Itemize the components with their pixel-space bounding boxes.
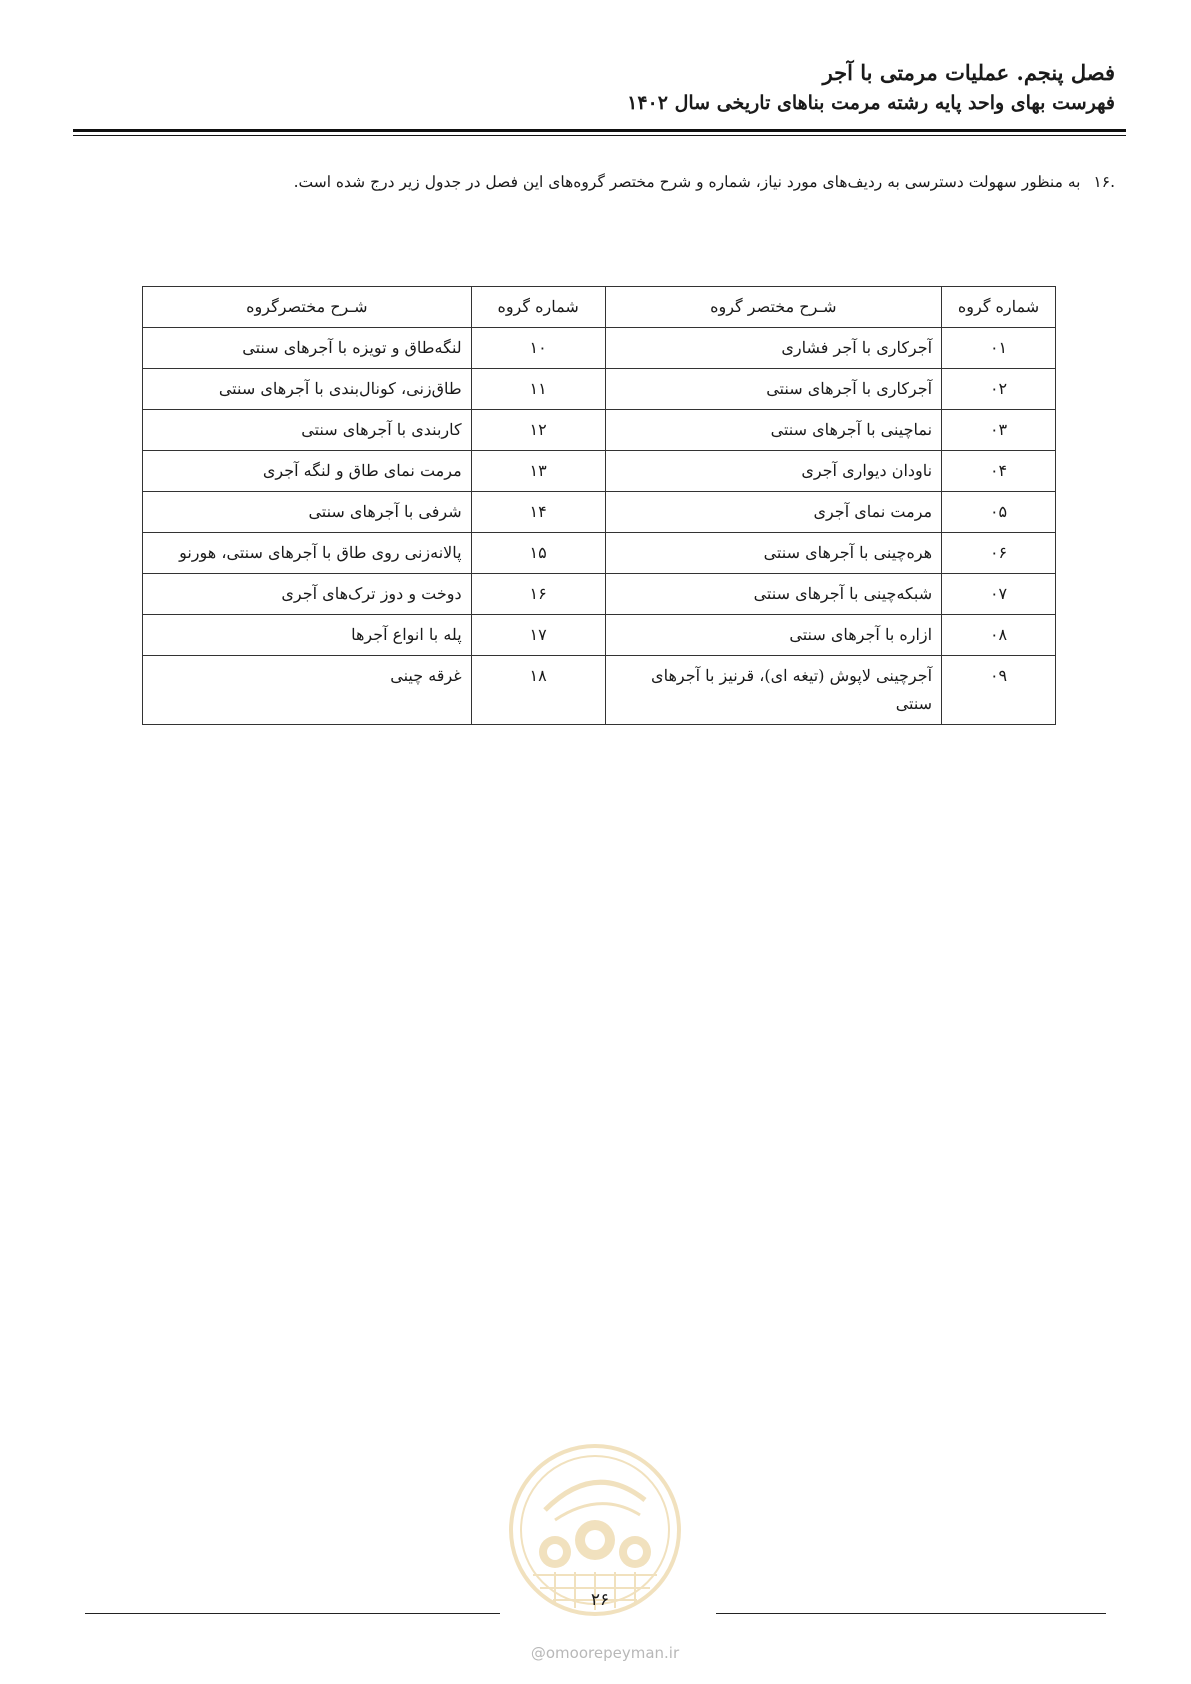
group-desc-cell: ازاره با آجرهای سنتی [605,615,942,656]
group-no-cell: ۰۲ [942,369,1056,410]
paragraph-number: .۱۶ [1093,173,1115,191]
group-desc-cell: غرقه چینی [143,656,472,725]
chapter-title: فصل پنجم. عملیات مرمتی با آجر [822,60,1115,85]
group-no-cell: ۱۶ [471,574,605,615]
group-desc-cell: مرمت نمای آجری [605,492,942,533]
group-desc-cell: نماچینی با آجرهای سنتی [605,410,942,451]
table-body [143,328,1056,725]
page-header [76,58,1115,118]
header-group-no-2: شماره گروه [471,287,605,328]
group-no-cell: ۰۶ [942,533,1056,574]
group-no-cell: ۱۱ [471,369,605,410]
website-watermark: @omoorepeyman.ir [530,1644,680,1662]
table-row [143,615,1056,656]
group-no-cell: ۰۵ [942,492,1056,533]
group-desc-cell: آجرچینی لاپوش (تیغه ای)، قرنیز با آجرهای سنتی [605,656,942,725]
header-group-no-1: شماره گروه [942,287,1056,328]
groups-table [142,286,1056,725]
group-desc-cell: لنگه‌طاق و تویزه با آجرهای سنتی [143,328,472,369]
header-group-desc-1: شـرح مختصر گروه [605,287,942,328]
header-rule-thin [73,135,1126,136]
table-row [143,574,1056,615]
group-desc-cell: ناودان دیواری آجری [605,451,942,492]
group-no-cell: ۰۹ [942,656,1056,725]
group-no-cell: ۱۸ [471,656,605,725]
paragraph-text: به منظور سهولت دسترسی به ردیف‌های مورد نیاز، شماره و شرح مختصر گروه‌های این فصل در جدول زیر درج شده است. [293,173,1081,191]
table-row [143,369,1056,410]
group-no-cell: ۰۸ [942,615,1056,656]
table-header-row [143,287,1056,328]
intro-paragraph [150,170,1115,194]
table-row [143,533,1056,574]
table-row [143,492,1056,533]
group-no-cell: ۱۷ [471,615,605,656]
header-group-desc-2: شـرح مختصرگروه [143,287,472,328]
group-desc-cell: کاربندی با آجرهای سنتی [143,410,472,451]
group-no-cell: ۱۳ [471,451,605,492]
group-desc-cell: مرمت نمای طاق و لنگه آجری [143,451,472,492]
group-desc-cell: شرفی با آجرهای سنتی [143,492,472,533]
page-number: ۲۶ [590,1590,610,1610]
group-no-cell: ۱۵ [471,533,605,574]
group-desc-cell: پالانه‌زنی روی طاق با آجرهای سنتی، هورنو [143,533,472,574]
table-row [143,410,1056,451]
group-desc-cell: دوخت و دوز ترک‌های آجری [143,574,472,615]
book-title: فهرست بهای واحد پایه رشته مرمت بناهای تاریخی سال ۱۴۰۲ [627,92,1115,114]
table-row [143,328,1056,369]
group-desc-cell: شبکه‌چینی با آجرهای سنتی [605,574,942,615]
group-no-cell: ۱۲ [471,410,605,451]
group-desc-cell: آجرکاری با آجرهای سنتی [605,369,942,410]
group-no-cell: ۱۴ [471,492,605,533]
group-no-cell: ۰۳ [942,410,1056,451]
table-row [143,451,1056,492]
header-rule-thick [73,129,1126,132]
group-desc-cell: پله با انواع آجرها [143,615,472,656]
group-desc-cell: آجرکاری با آجر فشاری [605,328,942,369]
group-no-cell: ۰۴ [942,451,1056,492]
table-row [143,656,1056,725]
group-no-cell: ۱۰ [471,328,605,369]
group-no-cell: ۰۱ [942,328,1056,369]
group-no-cell: ۰۷ [942,574,1056,615]
group-desc-cell: طاق‌زنی، کونال‌بندی با آجرهای سنتی [143,369,472,410]
footer-rule-right [716,1613,1106,1614]
footer-rule-left [85,1613,500,1614]
group-desc-cell: هره‌چینی با آجرهای سنتی [605,533,942,574]
